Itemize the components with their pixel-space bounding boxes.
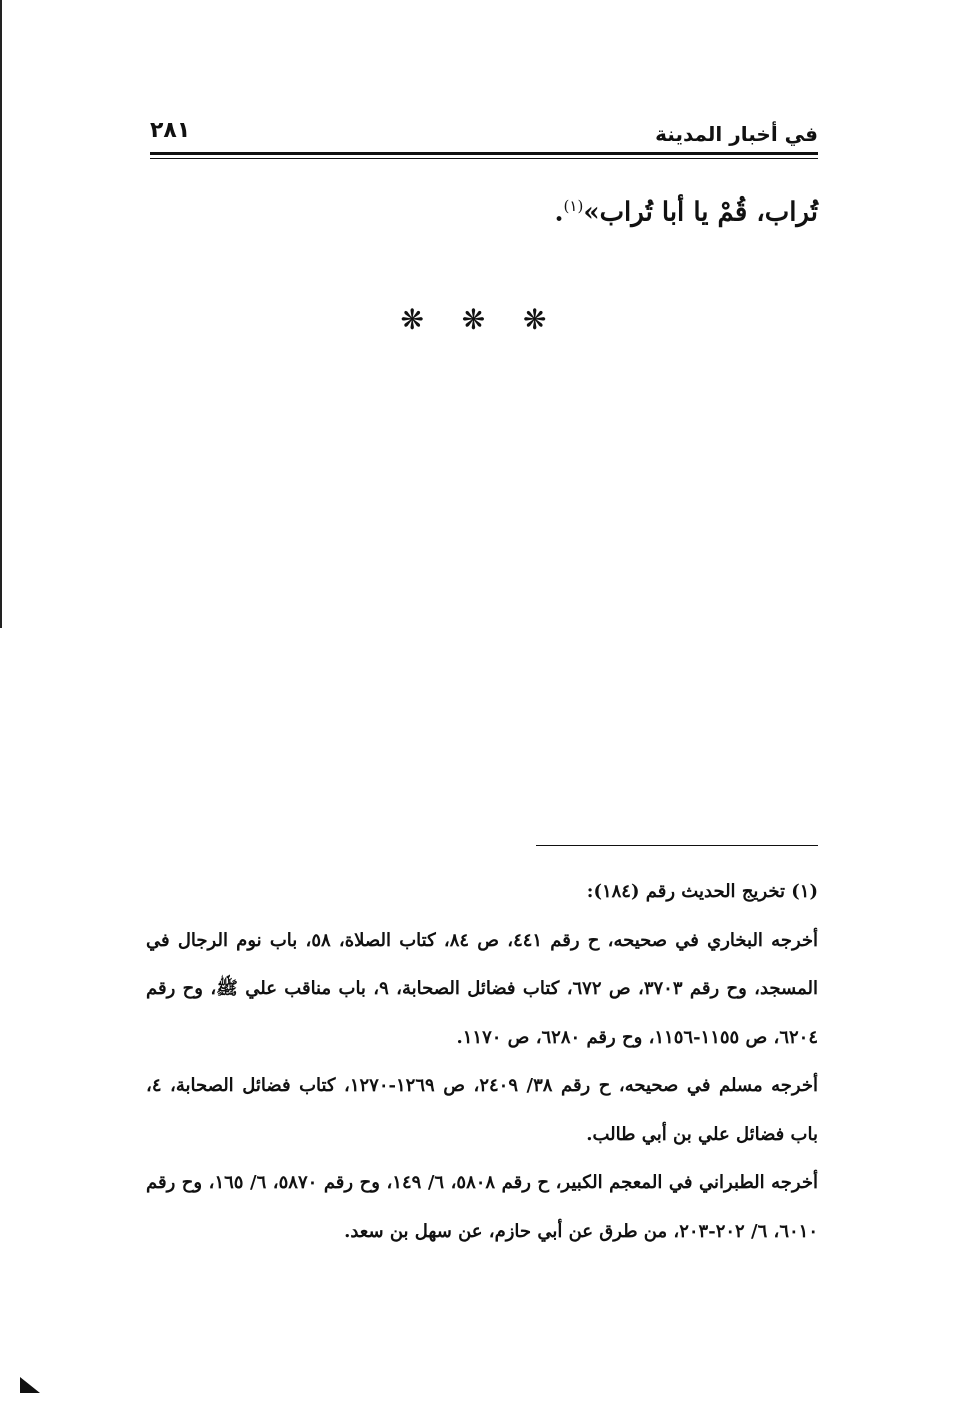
- footnote-divider: [536, 845, 818, 846]
- header-rule-thin: [150, 158, 818, 159]
- body-paragraph: [218, 184, 818, 235]
- footnote-paragraph-muslim: أخرجه مسلم في صحيحه، ح رقم ٣٨/ ٢٤٠٩، ص ١٢٦٩-١٢٧٠، كتاب فضائل الصحابة، ٤، باب فضائل علي بن أبي طالب.: [146, 1075, 818, 1145]
- running-title: في أخبار المدينة: [655, 122, 818, 146]
- body-end-punctuation: .: [554, 197, 564, 228]
- section-separator: ❋ ❋ ❋: [400, 303, 561, 336]
- footnote-paragraph-bukhari: أخرجه البخاري في صحيحه، ح رقم ٤٤١، ص ٨٤، كتاب الصلاة، ٥٨، باب نوم الرجال في المسجد، وح رقم ٣٧٠٣، ص ٦٧٢، كتاب فضائل الصحابة، ٩، باب مناقب علي ﷺ، وح رقم ٦٢٠٤، ص ١١٥٥-١١٥٦، وح رقم ٦٢٨٠، ص ١١٧٠.: [146, 929, 819, 1048]
- page-number: ٢٨١: [150, 118, 191, 143]
- corner-triangle-mark: [20, 1377, 40, 1393]
- footnote-heading: (١) تخريج الحديث رقم (١٨٤):: [586, 881, 818, 902]
- footnotes-block: [146, 868, 818, 1256]
- header-rule-thick: [150, 152, 818, 155]
- body-text: تُراب، قُمْ يا أبا تُراب»: [583, 197, 818, 228]
- footnote-reference: (١): [563, 197, 584, 215]
- footnote-paragraph-tabarani: أخرجه الطبراني في المعجم الكبير، ح رقم ٥٨٠٨، ٦/ ١٤٩، وح رقم ٥٨٧٠، ٦/ ١٦٥، وح رقم ٦٠١٠، ٦/ ٢٠٢-٢٠٣، من طرق عن أبي حازم، عن سهل بن سعد.: [146, 1172, 818, 1242]
